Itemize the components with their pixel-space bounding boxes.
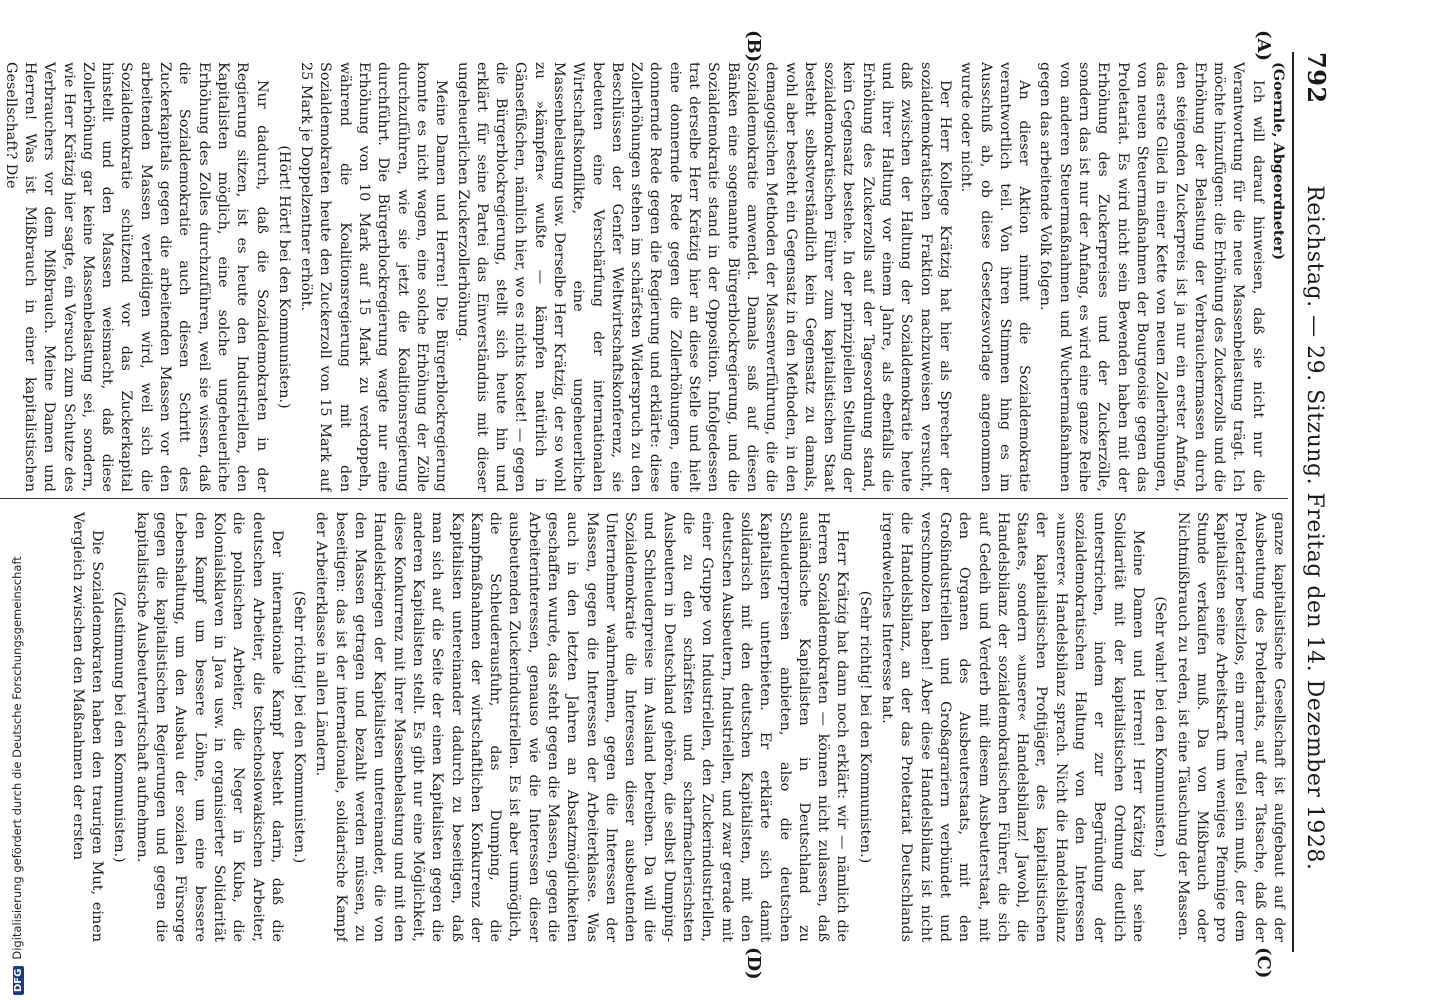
funding-text: Digitalisierung gefördert durch die Deutsche Forschungsgemeinschaft (10, 556, 24, 960)
paragraph: Herr Krätzig hat dann noch erklärt: wir — nämlich die Herren Sozialdemokraten — können nicht zulassen, daß ausländische Kapitalisten in Deutschland zu Schleuderpreisen anbieten, also die deutschen Kapitalisten unterbieten. Er erklärte sich damit solidarisch mit den deutschen Kapitalisten, mit den deutschen Ausbeutern, Industriellen, und zwar gerade mit einer Gruppe von Industriellen, den Zuckerindustriellen, die zu den schärfsten und scharfmacherischsten Ausbeutern in Deutschland gehören, die selbst Dumping- und Schleuderpreise im Ausland betreiben. Da will die Sozialdemokratie die Interessen dieser ausbeutenden Unternehmer wahrnehmen, gegen die Interessen der Massen, gegen die Interessen der Arbeiterklasse. Was auch in den letzten Jahren an Absatzmöglichkeiten geschaffen wurde, das steht gegen die Massen, gegen die Arbeiterinteressen, genauso wie die Interessen dieser ausbeutenden Zuckerindustriellen. Es ist aber unmöglich, die Schleuderausfuhr, das Dumping, die Kampfmaßnahmen der wirtschaftlichen Konkurrenz der Kapitalisten untereinander dadurch zu beseitigen, daß man sich auf die Seite der einen Kapitalisten gegen die anderen Kapitalisten stellt. Es gibt nur eine Möglichkeit, diese Konkurrenz mit ihrer Massenbelastung und mit den Handelskriegen der Kapitalisten untereinander, die von den Massen getragen und bezahlt werden müssen, zu beseitigen: das ist der internationale, solidarische Kampf der Arbeiterklasse in allen Ländern. (313, 512, 851, 942)
page-title: Reichstag. — 29. Sitzung. Freitag den 14. Dezember 1928. (1302, 185, 1327, 871)
dfg-logo: DFG (13, 966, 24, 995)
paragraph: Ich will darauf hinweisen, daß sie nicht nur die Verantwortung für die neue Massenbelastung trägt. Ich möchte hinzufügen: die Erhöhung des Zuckerzolls und die Erhöhung der Belastung der Verbrauchermassen durch den steigenden Zuckerpreis ist ja nur ein erster Anfang, das erste Glied in einer Kette von neuen Zollerhöhungen, von neuen Steuermaßnahmen der Bourgeoisie gegen das Proletariat. Es wird nicht sein Bewenden haben mit der Erhöhung des Zuckerpreises und der Zuckerzölle, sondern das ist nur der Anfang, es wird eine ganze Reihe von anderen Steuermaßnahmen und Wuchermaßnahmen gegen das arbeitende Volk folgen. (1037, 62, 1266, 492)
header-rule (1292, 52, 1294, 952)
document-page (0, 12, 1334, 992)
interjection: (Sehr richtig! bei den Kommunisten.) (291, 590, 308, 864)
interjection: (Sehr richtig! bei den Kommunisten.) (856, 590, 873, 864)
marker-c: (C) (1253, 947, 1274, 979)
funding-note (10, 0, 26, 995)
paragraph: Meine Damen und Herren! Die Bürgerblockregierung konnte es nicht wagen, eine solche Erhöhung der Zölle durchzuführen, wie sie jetzt die Koalitionsregierung durchführt. Die Bürgerblockregierung wagte nur eine Erhöhung von 10 Mark auf 15 Mark zu verdoppeln, während die Koalitionsregierung mit den Sozialdemokraten heute den Zuckerzoll von 15 Mark auf 25 Mark je Doppelzentner erhöht. (298, 62, 450, 492)
paragraph: An dieser Aktion nimmt die Sozialdemokratie verantwortlich teil. Von ihren Stimmen hing es im Ausschuß ab, ob diese Gesetzesvorlage angenommen wurde oder nicht. (958, 62, 1033, 492)
column-divider (0, 498, 1288, 499)
right-column (0, 512, 1288, 942)
page-number: 792 (1302, 52, 1331, 104)
paragraph: ganze kapitalistische Gesellschaft ist aufgebaut auf der Ausbeutung des Proletariats, auf der Tatsache, daß der Proletarier besitzlos, ein armer Teufel sein muß, der dem Kapitalisten seine Arbeitskraft um weniges Pfennige pro Stunde verkaufen muß. Da von Mißbrauch oder Nichtmißbrauch zu reden, ist eine Täuschung der Massen. (1174, 512, 1287, 942)
paragraph: Nur dadurch, daß die Sozialdemokraten in der Regierung sitzen, ist es heute den Industriellen, den Kapitalisten möglich, eine solche ungeheuerliche Erhöhung des Zolles durchzuführen, weil sie wissen, daß die Sozialdemokratie auch diesen Schritt des Zuckerkapitals gegen die arbeitenden Massen vor den arbeitenden Massen verteidigen wird, weil sich die Sozialdemokratie schützend vor das Zuckerkapital hinstellt und den Massen weismacht, daß diese Zollerhöhung gar keine Massenbelastung sei, sondern, wie Herr Krätzig hier sagte, ein Versuch zum Schutze des Verbrauchers vor dem Mißbrauch. Meine Damen und Herren! Was ist Mißbrauch in einer kapitalistischen Gesellschaft? Die (2, 62, 270, 492)
left-column (0, 62, 1288, 492)
paragraph: Der Herr Kollege Krätzig hat hier als Sprecher der sozialdemokratischen Fraktion nachzuweisen versucht, daß zwischen der Haltung der Sozialdemokratie heute und ihrer Haltung vor einem Jahre, als ebenfalls die Erhöhung des Zuckerzolls auf der Tagesordnung stand, kein Gegensatz bestehe. In der prinzipiellen Stellung der sozialdemokratischen Führer zum kapitalistischen Staat besteht selbstverständlich kein Gegensatz zu damals, wohl aber besteht ein Gegensatz in den Methoden, in den demagogischen Methoden der Massenverführung, die die Sozialdemokratie anwendet. Damals saß auf diesen Bänken eine sogenannte Bürgerblockregierung, und die Sozialdemokratie stand in der Opposition. Infolgedessen trat derselbe Herr Krätzig hier an diese Stelle und hielt eine donnernde Rede gegen die Zollerhöhungen, eine donnernde Rede gegen die Regierung und erklärte: diese Zollerhöhungen stehen im schärfsten Widerspruch zu den Beschlüssen der Genfer Weltwirtschaftskonferenz, sie bedeuten eine Verschärfung der internationalen Wirtschaftskonflikte, eine ungeheuerliche Massenbelastung usw. Derselbe Herr Krätzig, der so wohl zu »kämpfen« wußte — kämpfen natürlich in Gänsefüßchen, nämlich hier, wo es nichts kostet! — gegen die Bürgerblockregierung, stellt sich heute hin und erklärt für seine Partei das Einverständnis mit dieser ungeheuerlichen Zuckerzollerhöhung. (454, 62, 953, 492)
page-header (1302, 52, 1332, 952)
speaker-name: (Goernle, Abgeordneter) (1270, 62, 1287, 261)
interjection: (Sehr wahr! bei den Kommunisten.) (1152, 596, 1169, 858)
paragraph: Der internationale Kampf besteht darin, daß die deutschen Arbeiter, die tschechoslowakischen Arbeiter, die polnischen Arbeiter, die Neger in Kuba, die Kolonialsklaven in Java usw. in organisierter Solidarität den Kampf um bessere Löhne, um eine bessere Lebenshaltung, um den Ausbau der sozialen Fürsorge gegen die kapitalistischen Regierungen und gegen die kapitalistische Ausbeuterwirtschaft aufnehmen. (133, 512, 285, 942)
interjection: (Zustimmung bei den Kommunisten.) (111, 591, 128, 863)
marker-d: (D) (743, 947, 764, 980)
paragraph: Meine Damen und Herren! Herr Krätzig hat seine Solidarität mit der kapitalistischen Ordnung deutlich unterstrichen, indem er zur Begründung der sozialdemokratischen Haltung von den Interessen »unserer« Handelsbilanz sprach. Nicht die Handelsbilanz der kapitalistischen Profitjäger, des kapitalistischen Staates, sondern »unsere« Handelsbilanz! Jawohl, die Handelsbilanz der sozialdemokratischen Führer, die sich auf Gedeih und Verderb mit diesem Ausbeuterstaat, mit den Organen des Ausbeuterstaats, mit den Großindustriellen und Großagrariern verbündet und verschmolzen haben! Aber diese Handelsbilanz ist nicht die Handelsbilanz, an der das Proletariat Deutschlands irgendwelches Interesse hat. (879, 512, 1146, 942)
marker-b: (B) (743, 30, 764, 63)
interjection: (Hört! Hört! bei den Kommunisten.) (275, 145, 292, 409)
marker-a: (A) (1253, 30, 1274, 61)
paragraph: Die Sozialdemokraten haben den traurigen Mut, einen Vergleich zwischen den Maßnahmen der ersten (69, 512, 106, 942)
